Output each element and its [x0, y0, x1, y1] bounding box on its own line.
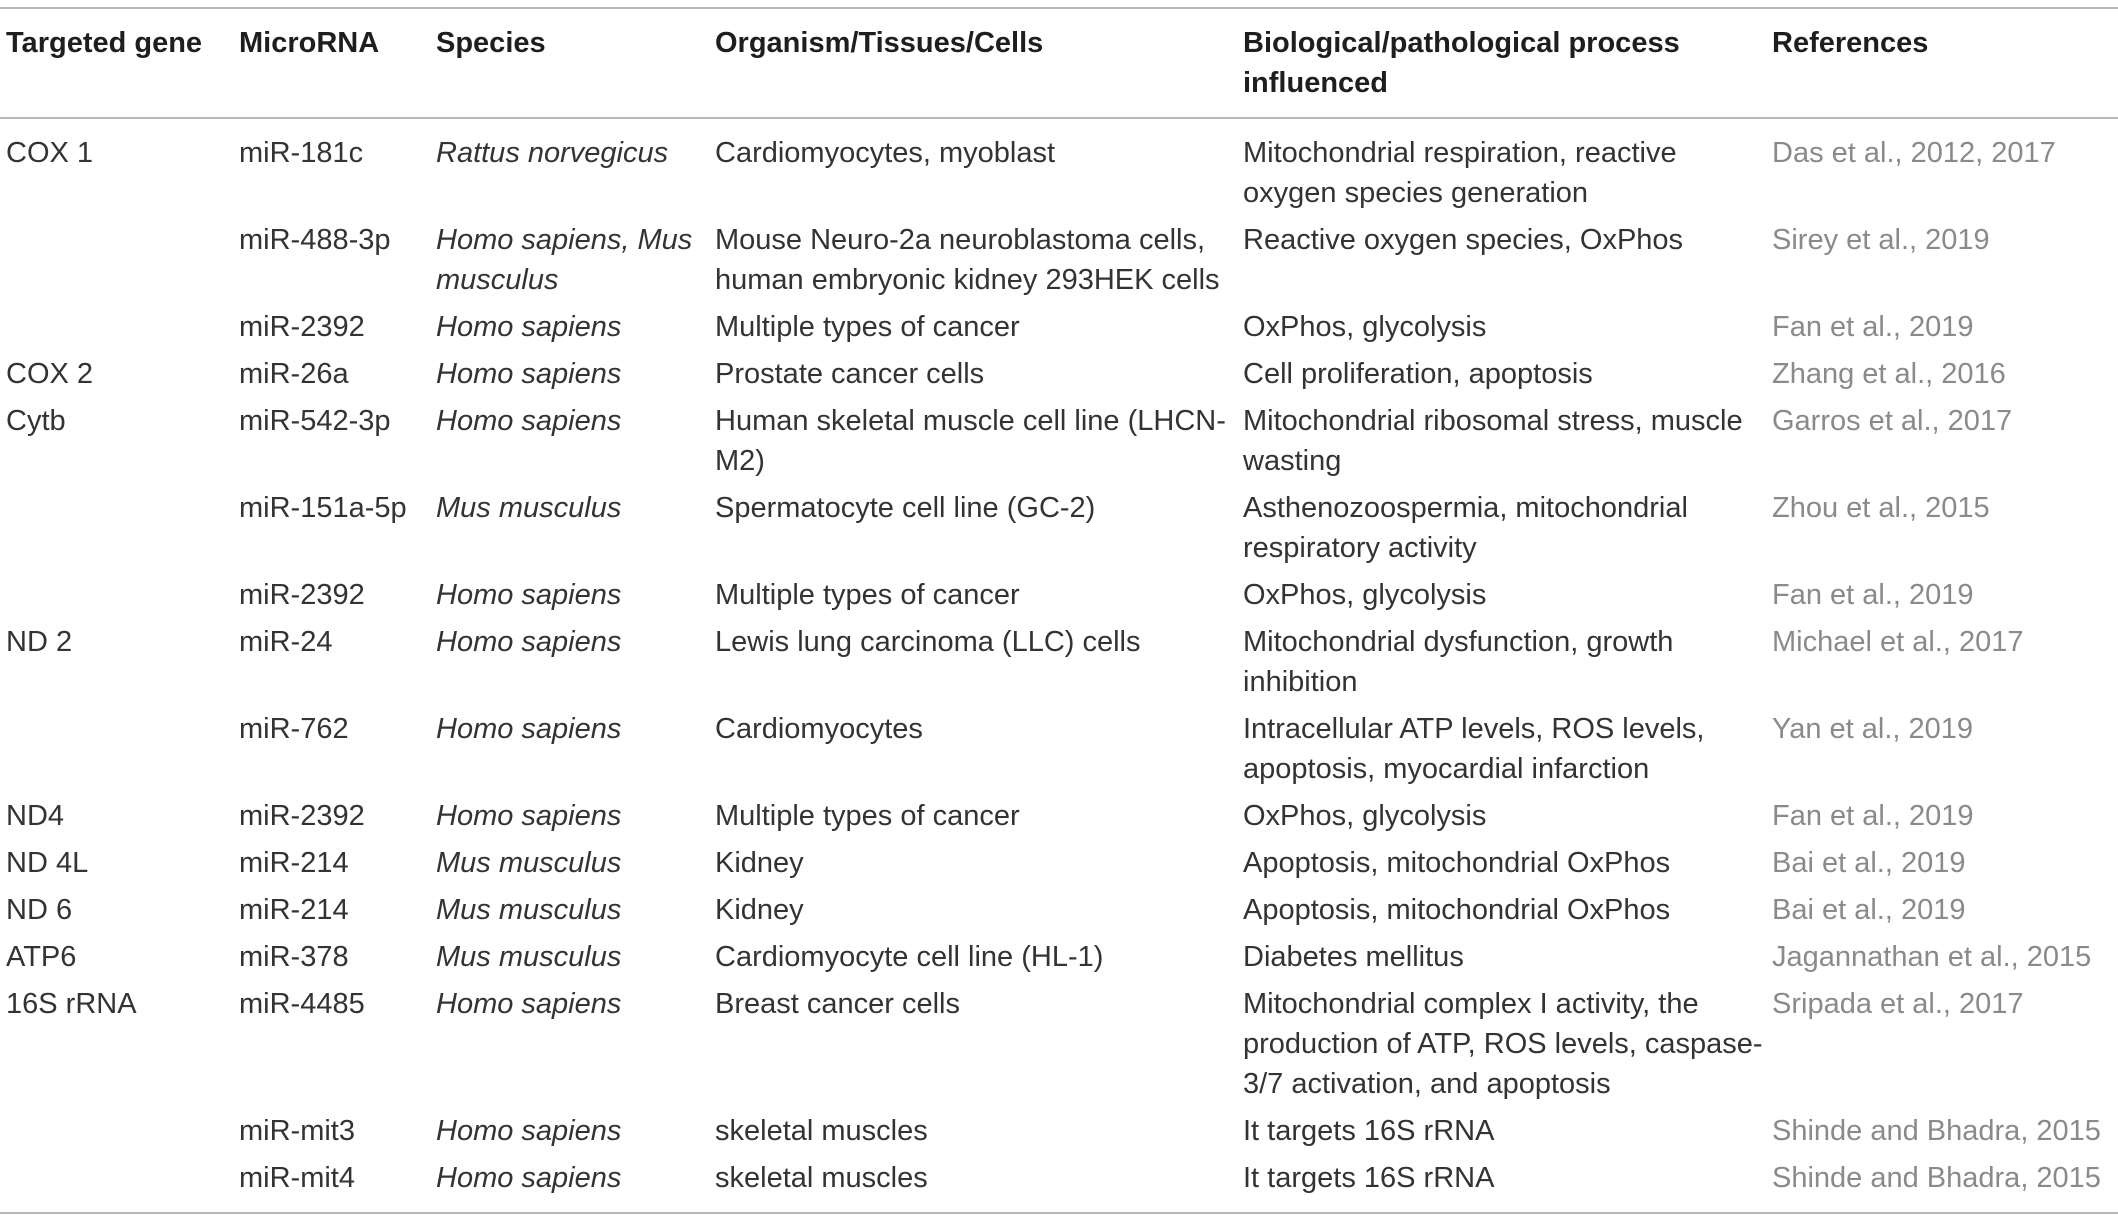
cell-mirna: miR-378 [239, 941, 349, 973]
cell-mirna: miR-214 [239, 847, 349, 879]
table-row [0, 843, 2118, 890]
cell-process: Mitochondrial dysfunction, growth inhibition [1243, 626, 1674, 698]
cell-gene [0, 307, 233, 354]
cell-process: Reactive oxygen species, OxPhos [1243, 224, 1684, 256]
header-row [0, 8, 2118, 118]
table-row [0, 709, 2118, 796]
cell-reference[interactable]: Bai et al., 2019 [1772, 894, 1966, 926]
cell-gene [0, 1111, 233, 1158]
cell-process: Mitochondrial ribosomal stress, muscle wasting [1243, 405, 1743, 477]
table-row [0, 354, 2118, 401]
cell-gene: ATP6 [6, 941, 77, 973]
cell-process: Asthenozoospermia, mitochondrial respiratory activity [1243, 492, 1688, 564]
header-species: Species [436, 27, 546, 59]
cell-species: Homo sapiens [436, 405, 622, 437]
cell-mirna: miR-mit4 [239, 1162, 355, 1194]
cell-species: Rattus norvegicus [436, 137, 669, 169]
table-body [0, 118, 2118, 1213]
cell-gene: ND 4L [6, 847, 89, 879]
cell-tissue: Lewis lung carcinoma (LLC) cells [715, 626, 1141, 658]
cell-reference[interactable]: Das et al., 2012, 2017 [1772, 137, 2056, 169]
table-row [0, 622, 2118, 709]
cell-reference[interactable]: Fan et al., 2019 [1772, 800, 1974, 832]
cell-gene: ND4 [6, 800, 65, 832]
cell-process: Apoptosis, mitochondrial OxPhos [1243, 847, 1671, 879]
cell-reference[interactable]: Fan et al., 2019 [1772, 579, 1974, 611]
cell-tissue: Multiple types of cancer [715, 311, 1020, 343]
cell-tissue: skeletal muscles [715, 1115, 928, 1147]
cell-species: Mus musculus [436, 894, 622, 926]
cell-tissue: Kidney [715, 847, 804, 879]
cell-species: Homo sapiens [436, 579, 622, 611]
cell-gene: ND 6 [6, 894, 73, 926]
cell-process: It targets 16S rRNA [1243, 1115, 1495, 1147]
cell-species: Homo sapiens [436, 800, 622, 832]
cell-gene [0, 220, 233, 307]
cell-species: Homo sapiens [436, 988, 622, 1020]
cell-mirna: miR-214 [239, 894, 349, 926]
cell-process: Diabetes mellitus [1243, 941, 1464, 973]
cell-species: Homo sapiens [436, 1162, 622, 1194]
cell-species: Mus musculus [436, 847, 622, 879]
cell-tissue: Cardiomyocyte cell line (HL-1) [715, 941, 1104, 973]
cell-process: Cell proliferation, apoptosis [1243, 358, 1593, 390]
cell-mirna: miR-151a-5p [239, 492, 407, 524]
header-process: Biological/pathological process influenced [1243, 27, 1680, 99]
cell-process: Mitochondrial respiration, reactive oxygen species generation [1243, 137, 1677, 209]
cell-reference[interactable]: Garros et al., 2017 [1772, 405, 2013, 437]
cell-gene: ND 2 [6, 626, 73, 658]
cell-reference[interactable]: Zhang et al., 2016 [1772, 358, 2006, 390]
cell-mirna: miR-mit3 [239, 1115, 355, 1147]
table-row [0, 984, 2118, 1111]
cell-mirna: miR-2392 [239, 800, 365, 832]
cell-mirna: miR-26a [239, 358, 349, 390]
cell-species: Homo sapiens [436, 713, 622, 745]
cell-tissue: Multiple types of cancer [715, 800, 1020, 832]
cell-tissue: Spermatocyte cell line (GC-2) [715, 492, 1096, 524]
header-targeted-gene: Targeted gene [6, 27, 203, 59]
cell-process: It targets 16S rRNA [1243, 1162, 1495, 1194]
header-references: References [1772, 27, 1929, 59]
cell-tissue: Human skeletal muscle cell line (LHCN-M2) [715, 405, 1226, 477]
mirna-table-container [0, 7, 2118, 1214]
table-row [0, 890, 2118, 937]
cell-reference[interactable]: Jagannathan et al., 2015 [1772, 941, 2092, 973]
table-row [0, 937, 2118, 984]
cell-gene [0, 488, 233, 575]
cell-tissue: Prostate cancer cells [715, 358, 985, 390]
cell-species: Homo sapiens [436, 311, 622, 343]
cell-reference[interactable]: Yan et al., 2019 [1772, 713, 1974, 745]
cell-species: Homo sapiens [436, 1115, 622, 1147]
cell-tissue: Cardiomyocytes [715, 713, 923, 745]
header-organism: Organism/Tissues/Cells [715, 27, 1044, 59]
header-microrna: MicroRNA [239, 27, 380, 59]
cell-gene: COX 2 [6, 358, 94, 390]
cell-gene: Cytb [6, 405, 66, 437]
cell-tissue: Cardiomyocytes, myoblast [715, 137, 1056, 169]
cell-gene [0, 575, 233, 622]
mirna-target-table [0, 7, 2118, 1214]
table-header [0, 8, 2118, 118]
table-row [0, 118, 2118, 220]
cell-tissue: skeletal muscles [715, 1162, 928, 1194]
cell-gene [0, 709, 233, 796]
cell-reference[interactable]: Michael et al., 2017 [1772, 626, 2024, 658]
cell-mirna: miR-762 [239, 713, 349, 745]
cell-reference[interactable]: Sirey et al., 2019 [1772, 224, 1990, 256]
table-row [0, 401, 2118, 488]
cell-process: OxPhos, glycolysis [1243, 311, 1487, 343]
table-row [0, 1111, 2118, 1158]
table-row [0, 796, 2118, 843]
cell-mirna: miR-4485 [239, 988, 365, 1020]
cell-species: Mus musculus [436, 941, 622, 973]
cell-tissue: Multiple types of cancer [715, 579, 1020, 611]
cell-reference[interactable]: Zhou et al., 2015 [1772, 492, 1990, 524]
cell-process: Apoptosis, mitochondrial OxPhos [1243, 894, 1671, 926]
cell-mirna: miR-181c [239, 137, 364, 169]
cell-mirna: miR-488-3p [239, 224, 391, 256]
cell-species: Homo sapiens [436, 358, 622, 390]
cell-species: Homo sapiens [436, 626, 622, 658]
table-row [0, 1158, 2118, 1213]
cell-tissue: Kidney [715, 894, 804, 926]
cell-gene: COX 1 [6, 137, 94, 169]
cell-process: OxPhos, glycolysis [1243, 579, 1487, 611]
cell-mirna: miR-2392 [239, 579, 365, 611]
cell-species: Mus musculus [436, 492, 622, 524]
table-row [0, 307, 2118, 354]
cell-process: OxPhos, glycolysis [1243, 800, 1487, 832]
cell-tissue: Breast cancer cells [715, 988, 960, 1020]
cell-species: Homo sapiens, Mus musculus [436, 224, 693, 296]
cell-reference[interactable]: Sripada et al., 2017 [1772, 988, 2024, 1020]
table-row [0, 220, 2118, 307]
cell-mirna: miR-542-3p [239, 405, 391, 437]
cell-gene [0, 1158, 233, 1213]
cell-mirna: miR-2392 [239, 311, 365, 343]
cell-reference[interactable]: Shinde and Bhadra, 2015 [1772, 1115, 2101, 1147]
cell-mirna: miR-24 [239, 626, 333, 658]
cell-reference[interactable]: Fan et al., 2019 [1772, 311, 1974, 343]
cell-reference[interactable]: Shinde and Bhadra, 2015 [1772, 1162, 2101, 1194]
table-row [0, 575, 2118, 622]
cell-process: Mitochondrial complex I activity, the production of ATP, ROS levels, caspase-3/7 activation, and apoptosis [1243, 988, 1763, 1100]
table-row [0, 488, 2118, 575]
cell-tissue: Mouse Neuro-2a neuroblastoma cells, human embryonic kidney 293HEK cells [715, 224, 1220, 296]
cell-process: Intracellular ATP levels, ROS levels, apoptosis, myocardial infarction [1243, 713, 1705, 785]
cell-reference[interactable]: Bai et al., 2019 [1772, 847, 1966, 879]
cell-gene: 16S rRNA [6, 988, 137, 1020]
